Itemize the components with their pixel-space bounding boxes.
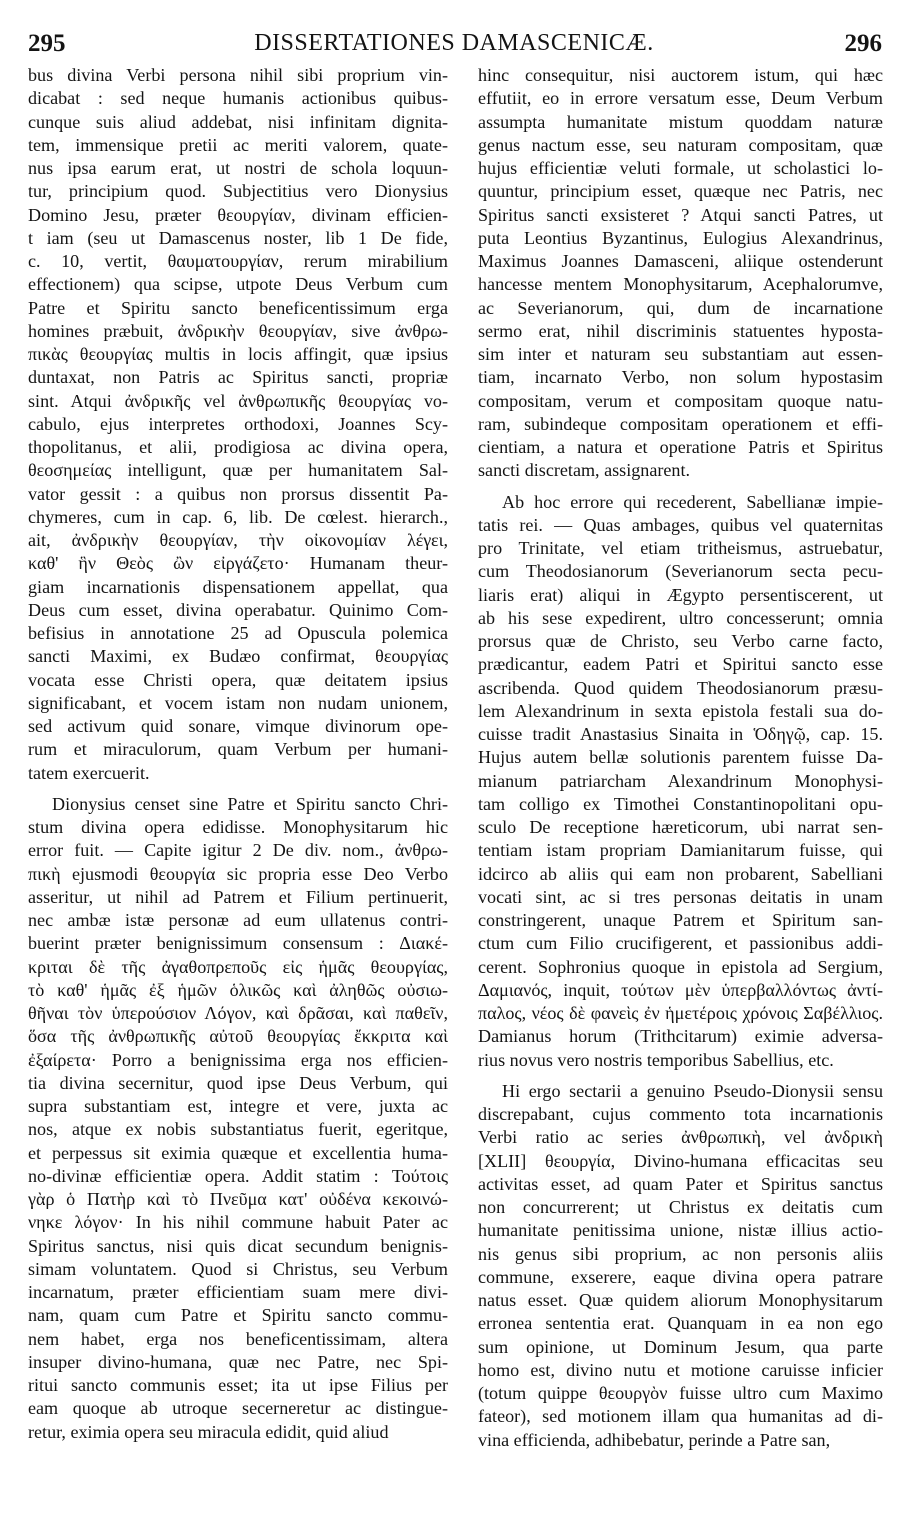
text-line: tentiam istam propriam Damianitarum fuisse, qui — [478, 840, 883, 861]
paragraph — [28, 64, 448, 785]
text-line: rum et miraculorum, quam Verbum per humani- — [28, 739, 448, 760]
text-line: quuntur, principium esset, quæque nec Patris, nec — [478, 181, 883, 202]
text-line: sed activum quid sonare, vimque divinorum ope- — [28, 716, 448, 736]
text-line: ctum cum Filio crucifigerent, et passionibus addi- — [478, 933, 883, 954]
text-line: Hi ergo sectarii a genuino Pseudo-Dionysii sensu — [502, 1080, 883, 1101]
text-line: ait, ἀνδρικὴν θεουργίαν, τὴν οἰκονομίαν λέγει, — [28, 530, 448, 550]
text-line: sum opinione, ut Dominum Jesum, qua parte — [478, 1336, 883, 1357]
text-line: no-divinæ efficientiæ opera. Addit statim : Τούτοις — [28, 1165, 448, 1186]
text-line: prorsus quæ de Christo, seu Verbo carne facto, — [478, 631, 883, 651]
text-line: (totum quippe θεουργὸν fuisse ultro cum Maximo — [478, 1383, 883, 1403]
text-line: ram, subindeque compositam operationem et effi- — [478, 413, 883, 434]
text-line: θῆναι τὸν ὑπερούσιον Λόγον, καὶ δρᾶσαι, καὶ παθεῖν, — [28, 1003, 448, 1023]
text-line: cerent. Sophronius quoque in epistola ad Sergium, — [478, 956, 883, 977]
text-line: Δαμιανός, inquit, τούτων μὲν ὑπερβαλλόντως ἀντί- — [478, 979, 883, 1000]
right-text-column — [478, 64, 883, 1452]
text-line: giam incarnationis dispensationem appellat, qua — [28, 576, 448, 597]
text-line: Ab hoc errore qui recederent, Sabellianæ impie- — [502, 491, 883, 512]
text-line: error fuit. — Capite igitur 2 De div. nom., ἀνθρω- — [28, 840, 448, 861]
text-line: pro Trinitate, vel etiam tritheismus, astruebatur, — [478, 538, 883, 558]
text-line: tam colligo ex Timothei Constantinopolitani opu- — [478, 793, 883, 814]
text-line: Domino Jesu, præter θεουργίαν, divinam efficien- — [28, 204, 448, 225]
text-line: vator gessit : a quibus non prorsus dissentit Pa- — [28, 483, 448, 504]
paragraph-gap — [478, 483, 883, 491]
paragraph — [478, 491, 883, 1072]
text-line: Damianus horum (Trithcitarum) eximie adversa- — [478, 1026, 883, 1047]
text-line: nam, quam cum Patre et Spiritu sancto commu- — [28, 1305, 448, 1326]
text-line: supra substantiam est, integre et vere, juxta ac — [28, 1096, 448, 1116]
text-line: ritui sancto communis esset; ita ut ipse Filius per — [28, 1375, 448, 1395]
paragraph — [28, 793, 448, 1444]
text-line: hujus efficientiæ veluti formale, ut scholastici lo- — [478, 158, 883, 178]
text-line: homines præbuit, ἀνδρικὴν θεουργίαν, sive ἀνθρω- — [28, 320, 448, 341]
paragraph-gap — [478, 1072, 883, 1080]
text-line: vina efficienda, adhibebatur, perinde a Patre san, — [478, 1429, 831, 1450]
text-line: vocati sint, ac si tres personas deitatis in unam — [478, 886, 883, 907]
text-line: fateor), sed motionem illam qua humanitas ad di- — [478, 1406, 883, 1427]
text-line: nus ipsa earum erat, ut nostri de schola loquun- — [28, 158, 448, 178]
text-line: ascribenda. Quod quidem Theodosianorum præsu- — [478, 677, 883, 698]
text-line: tem, immensique pretii ac meriti valorem, quate- — [28, 134, 448, 155]
text-line: mianum patriarcham Alexandrinum Monophysi- — [478, 770, 883, 791]
text-line: cuisse tradit Anastasius Sinaita in Ὁδηγῷ, cap. 15. — [478, 724, 883, 744]
text-line: Dionysius censet sine Patre et Spiritu sancto Chri- — [52, 793, 448, 814]
text-line: cunque suis aliud addebat, nisi infinitam dignita- — [28, 111, 448, 132]
text-line: stum divina opera edidisse. Monophysitarum hic — [28, 817, 448, 837]
text-line: πικὴ ejusmodi θεουργία sic propria esse Deo Verbo — [28, 863, 448, 884]
text-line: θεοσημείας intelligunt, quæ per humanitatem Sal- — [28, 460, 448, 481]
text-line: κριται δὲ τῆς ἀγαθοπρεποῦς εἰς ἡμᾶς θεουργίας, — [28, 956, 448, 977]
text-line: nis genus sibi proprium, ac non personis aliis — [478, 1243, 883, 1264]
text-line: nos, atque ex nobis substantiatus fuerit, egeritque, — [28, 1119, 448, 1140]
text-line: t iam (seu ut Damascenus noster, lib 1 De fide, — [28, 227, 448, 248]
text-line: tiam, incarnato Verbo, non solum hypostasim — [478, 367, 883, 388]
paragraph — [478, 64, 883, 483]
text-line: c. 10, vertit, θαυματουργίαν, rerum mirabilium — [28, 251, 448, 271]
text-line: Deus cum esset, divina operabatur. Quinimo Com- — [28, 599, 448, 620]
text-line: significabant, et vocem istam non nudam unionem, — [28, 692, 448, 713]
text-line: non concurrerent; ut Christus ex deitatis cum — [478, 1197, 883, 1217]
text-line: discrepabant, cujus commento tota incarnationis — [478, 1104, 883, 1124]
text-line: idcirco ab aliis qui eam non probarent, Sabelliani — [478, 863, 883, 884]
text-line: hancesse mentem Monophysitarum, Acephalorumve, — [478, 274, 883, 295]
text-line: γὰρ ὁ Πατὴρ καὶ τὸ Πνεῦμα κατ' οὐδένα κεκοινώ- — [28, 1189, 448, 1209]
left-text-column — [28, 64, 448, 1444]
text-line: Patre et Spiritu sancto beneficentissimum erga — [28, 297, 448, 318]
text-line: assumpta humanitate mistum quoddam naturæ — [478, 111, 883, 132]
text-line: tatem exercuerit. — [28, 762, 150, 783]
text-line: sculo De receptione hæreticorum, ubi narrat sen- — [478, 817, 883, 837]
text-line: chymeres, cum in cap. 6, lib. De cœlest. hierarch., — [28, 506, 448, 527]
page-header — [28, 30, 880, 62]
text-line: νηκε λόγον· In his nihil commune habuit Pater ac — [28, 1212, 448, 1233]
text-line: sint. Atqui ἀνδρικῆς vel ἀνθρωπικῆς θεουργίας vo- — [28, 390, 448, 411]
text-line: cum Theodosianorum (Severianorum secta pecu- — [478, 561, 883, 582]
text-line: prædicantur, eadem Patri et Spiritui sancto esse — [478, 654, 883, 675]
text-line: effectionem) qua scipse, utpote Deus Verbum cum — [28, 274, 448, 295]
text-line: duntaxat, non Patris ac Spiritus sancti, propriæ — [28, 367, 448, 388]
text-line: activitas esset, ad quam Pater et Spiritus sanctus — [478, 1173, 883, 1194]
text-line: cientiam, a natura et operatione Patris et Spiritus — [478, 437, 883, 457]
text-line: bus divina Verbi persona nihil sibi proprium vin- — [28, 65, 448, 85]
text-line: ὅσα τῆς ἀνθρωπικῆς αὐτοῦ θεουργίας ἔκκριτα καὶ — [28, 1026, 448, 1047]
text-line: nem habet, erga nos beneficentissimam, altera — [28, 1328, 448, 1349]
text-line: hinc consequitur, nisi auctorem istum, qui hæc — [478, 65, 883, 85]
text-line: Hujus autem bellæ solutionis parentem fuisse Da- — [478, 747, 883, 768]
text-line: effutiit, eo in errore versatum esse, Deum Verbum — [478, 88, 883, 109]
text-line: incarnatum, præter efficientiam suam mere divi- — [28, 1282, 448, 1302]
text-line: befisius in annotatione 25 ad Opuscula polemica — [28, 623, 448, 643]
text-line: Spiritus sancti exsisteret ? Atqui sancti Patres, ut — [478, 204, 883, 225]
text-line: sancti discretam, assignarent. — [478, 460, 691, 481]
text-line: παλος, νέος δὲ φανεὶς ἐν ἡμετέροις χρόνοις Σαβέλλιος. — [478, 1003, 883, 1023]
text-line: tatis rei. — Quas ambages, quibus vel quaternitas — [478, 514, 883, 535]
text-line: sancti Maximi, ex Budæo confirmat, θεουργίας — [28, 646, 448, 667]
paragraph-gap — [28, 785, 448, 793]
right-page-number: 296 — [844, 30, 882, 57]
text-line: rius novus vero nostris temporibus Sabellius, etc. — [478, 1049, 834, 1070]
text-line: buerint præter benignissimum consensum : Διακέ- — [28, 933, 448, 954]
left-page-number: 295 — [28, 30, 66, 57]
text-line: tur, principium quod. Subjectitius vero Dionysius — [28, 181, 448, 202]
text-line: homo est, divino nutu et motione caruisse inficier — [478, 1359, 883, 1380]
text-line: ἐξαίρετα· Porro a benignissima erga nos efficien- — [28, 1049, 448, 1070]
text-line: erronea sententia erat. Quanquam in ea non ego — [478, 1313, 883, 1334]
text-line: καθ' ἣν Θεὸς ὢν εἰργάζετο· Humanam theur- — [28, 553, 448, 574]
paragraph — [478, 1080, 883, 1452]
text-line: sim inter et naturam seu substantiam aut essen- — [478, 344, 883, 364]
text-line: Verbi ratio ac series ἀνθρωπικὴ, vel ἀνδρικὴ — [478, 1127, 883, 1148]
text-line: genus nactum esse, seu naturam compositam, quæ — [478, 134, 883, 155]
running-title: DISSERTATIONES DAMASCENICÆ. — [254, 30, 654, 56]
text-line: dicabat : sed neque humanis actionibus quibus- — [28, 88, 448, 109]
text-line: puta Leontius Byzantinus, Eulogius Alexandrinus, — [478, 227, 883, 248]
text-line: lem Alexandrinum in sexta epistola festali sua do- — [478, 700, 883, 721]
text-line: commune, exserere, eaque divina opera patrare — [478, 1266, 883, 1287]
text-line: eam quoque ab utroque secerneretur ac distingue- — [28, 1398, 448, 1419]
text-line: [XLII] θεουργία, Divino-humana efficacitas seu — [478, 1150, 883, 1171]
text-line: natus esset. Quæ quidem aliorum Monophysitarum — [478, 1290, 883, 1310]
text-line: insuper divino-humana, quæ nec Patre, nec Spi- — [28, 1351, 448, 1372]
text-line: vocata esse Christi opera, quæ deitatem ipsius — [28, 669, 448, 690]
text-line: Spiritus sanctus, nisi quis dicat secundum benignis- — [28, 1235, 448, 1256]
text-line: Maximus Joannes Damasceni, aliique ostenderunt — [478, 251, 883, 271]
text-line: constringerent, unaque Patrem et Spiritum san- — [478, 910, 883, 930]
text-line: asseritur, ut nihil ad Patrem et Filium pertinuerit, — [28, 886, 448, 907]
text-line: thopolitanus, et alii, prodigiosa ac divina opera, — [28, 437, 448, 457]
text-line: ab his sese expedirent, ultro concesserunt; omnia — [478, 607, 883, 628]
text-line: cabulo, ejus interpretes orthodoxi, Joannes Scy- — [28, 413, 448, 434]
text-line: retur, eximia opera seu miracula edidit, quid aliud — [28, 1421, 389, 1442]
text-line: nec ambæ istæ personæ ad eum ullatenus contri- — [28, 910, 448, 930]
text-line: simam voluntatem. Quod si Christus, seu Verbum — [28, 1258, 448, 1279]
text-line: τὸ καθ' ἡμᾶς ἐξ ἡμῶν ὁλικῶς καὶ ἀληθῶς οὐσιω- — [28, 979, 448, 1000]
text-line: πικὰς θεουργίας multis in locis affingit, quæ ipsius — [28, 344, 448, 364]
text-line: liaris erat) aliqui in Ægypto persentiscerent, ut — [478, 584, 883, 605]
text-line: compositam, verum et compositam quoque natu- — [478, 390, 883, 411]
text-line: ac Severianorum, qui, dum de incarnatione — [478, 297, 883, 318]
text-line: tia divina secernitur, quod ipse Deus Verbum, qui — [28, 1072, 448, 1093]
text-line: humanitate penitissima unione, nistæ illius actio- — [478, 1220, 883, 1241]
text-line: et perpessus sit eximia quæque et excellentia huma- — [28, 1142, 448, 1163]
text-line: sermo erat, nihil discriminis statuentes hyposta- — [478, 320, 883, 341]
